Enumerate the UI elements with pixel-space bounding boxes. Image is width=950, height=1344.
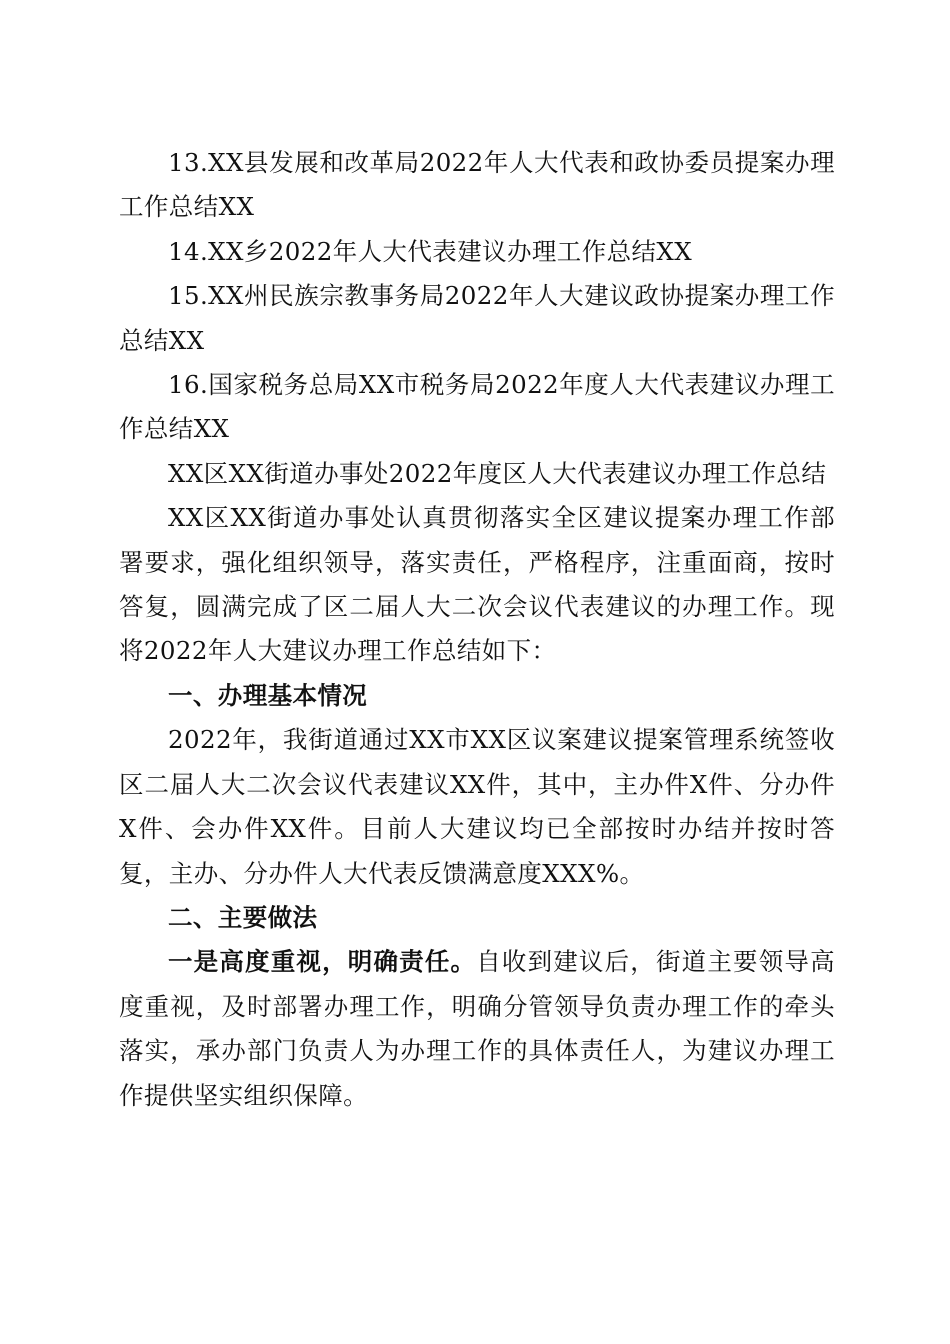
document-page bbox=[119, 141, 835, 1118]
list-item-16: 16.国家税务总局XX市税务局2022年度人大代表建议办理工作总结XX bbox=[119, 370, 835, 444]
list-item-14: 14.XX乡2022年人大代表建议办理工作总结XX bbox=[168, 236, 693, 266]
report-intro: XX区XX街道办事处认真贯彻落实全区建议提案办理工作部署要求，强化组织领导，落实责任，严格程序，注重面商，按时答复，圆满完成了区二届人大二次会议代表建议的办理工作。现将2022年人大建议办理工作总结如下： bbox=[119, 503, 835, 666]
section-2-point-1 bbox=[119, 940, 835, 1118]
section-2-heading: 二、主要做法 bbox=[168, 902, 318, 932]
point-1-body: 自收到建议后，街道主要领导高度重视，及时部署办理工作，明确分管领导负责办理工作的牵头落实，承办部门负责人为办理工作的具体责任人，为建议办理工作提供坚实组织保障。 bbox=[119, 947, 835, 1110]
list-item-13: 13.XX县发展和改革局2022年人大代表和政协委员提案办理工作总结XX bbox=[119, 148, 835, 222]
point-1-lead: 一是高度重视，明确责任。 bbox=[168, 947, 477, 977]
report-title: XX区XX街道办事处2022年度区人大代表建议办理工作总结 bbox=[168, 458, 827, 488]
list-item-15: 15.XX州民族宗教事务局2022年人大建议政协提案办理工作总结XX bbox=[119, 281, 835, 355]
section-1-heading: 一、办理基本情况 bbox=[168, 680, 368, 710]
section-1-body: 2022年，我街道通过XX市XX区议案建议提案管理系统签收区二届人大二次会议代表建议XX件，其中，主办件X件、分办件X件、会办件XX件。目前人大建议均已全部按时办结并按时答复，主办、分办件人大代表反馈满意度XXX%。 bbox=[119, 725, 835, 888]
